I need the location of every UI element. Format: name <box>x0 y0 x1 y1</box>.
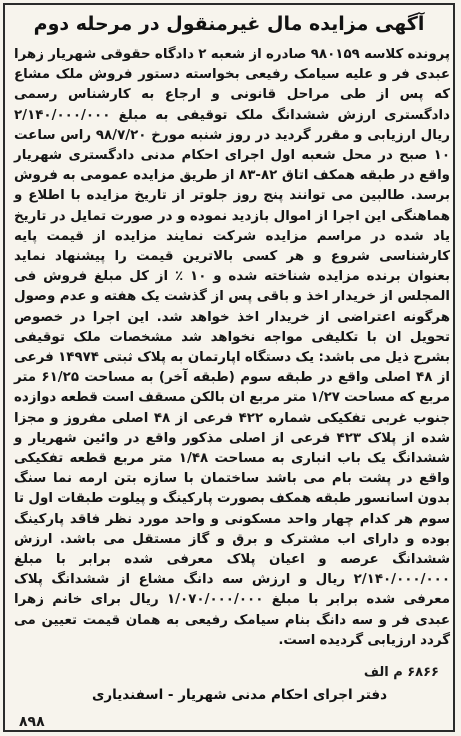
issuer-signature: دفتر اجرای احکام مدنی شهریار - اسفندیاری <box>92 687 387 703</box>
notice-title: آگهی مزایده مال غیرمنقول در مرحله دوم <box>33 13 425 35</box>
reference-number: ۶۸۶۶ م الف <box>363 665 439 680</box>
page-code: ۸۹۸ <box>19 714 45 730</box>
notice-body: پرونده کلاسه ۹۸۰۱۵۹ صادره از شعبه ۲ دادگاه حقوقی شهریار زهرا عبدی فر و علیه سیامک رفیعی بخواسته دستور فروش ملک مشاع که پس از طی مراحل قانونی و ارجاع به کارشناس رسمی دادگستری ارزش ششدانگ ملک توقیفی به مبلغ ۲/۱۴۰/۰۰۰/۰۰۰ ریال ارزیابی و مقرر گردید در روز شنبه مورخ ۹۸/۷/۲۰ راس ساعت ۱۰ صبح در محل شعبه اول اجرای احکام مدنی دادگستری شهریار واقع در طبقه همکف اتاق ۸۲-۸۳ از طریق مزایده عمومی به فروش برسد. طالبین می توانند پنج روز جلوتر از تاریخ مزایده با اطلاع و هماهنگی این اجرا از اموال بازدید نموده و در صورت تمایل در تاریخ یاد شده در مراسم مزایده شرکت نمایند مزایده از قیمت پایه کارشناسی شروع و هر کسی بالاترین قیمت را پیشنهاد نماید بعنوان برنده مزایده شناخته شده و ۱۰ ٪ از کل مبلغ فروش فی المجلس از خریدار اخذ و باقی پس از گذشت یک هفته و عدم وصول هرگونه اعتراضی از خریدار اخذ خواهد شد. این اجرا در خصوص تحویل ان با تکلیفی مواجه نخواهد شد مشخصات ملک توقیفی بشرح ذیل می باشد: یک دستگاه اپارتمان به پلاک ثبتی ۱۴۹۷۴ فرعی از ۴۸ اصلی واقع در طبقه سوم (طبقه آخر) به مساحت ۶۱/۲۵ متر مربع که مساحت ۱/۲۷ متر مربع ان بالکن مسقف است قطعه دوازده جنوب غربی تفکیکی شماره ۴۲۲ فرعی از ۴۸ اصلی مفروز و مجزا شده از پلاک ۴۲۳ فرعی از اصلی مذکور واقع در وائین شهریار و ششدانگ یک باب انباری به مساحت ۱/۴۸ متر مربع قطعه تفکیکی واقع در پشت بام می باشد ساختمان با سازه بتن ارمه نما سنگ بدون اسانسور طبقه همکف بصورت پارکینگ و پیلوت طبقات اول تا سوم هر کدام چهار واحد مسکونی و واحد مورد نظر فاقد پارکینگ بوده و دارای اب مشترک و برق و گاز مستقل می باشد. ارزش ششدانگ عرصه و اعیان پلاک معرفی شده برابر با مبلغ ۲/۱۴۰/۰۰۰/۰۰۰ ریال و ارزش سه دانگ مشاع از ششدانگ پلاک معرفی شده برابر با مبلغ ۱/۰۷۰/۰۰۰/۰۰۰ ریال برای خانم زهرا عبدی فر و سه دانگ بنام سیامک رفیعی به همان قیمت تعیین می گردد ارزیابی گردیده است. <box>14 47 451 648</box>
notice-frame <box>3 3 455 732</box>
